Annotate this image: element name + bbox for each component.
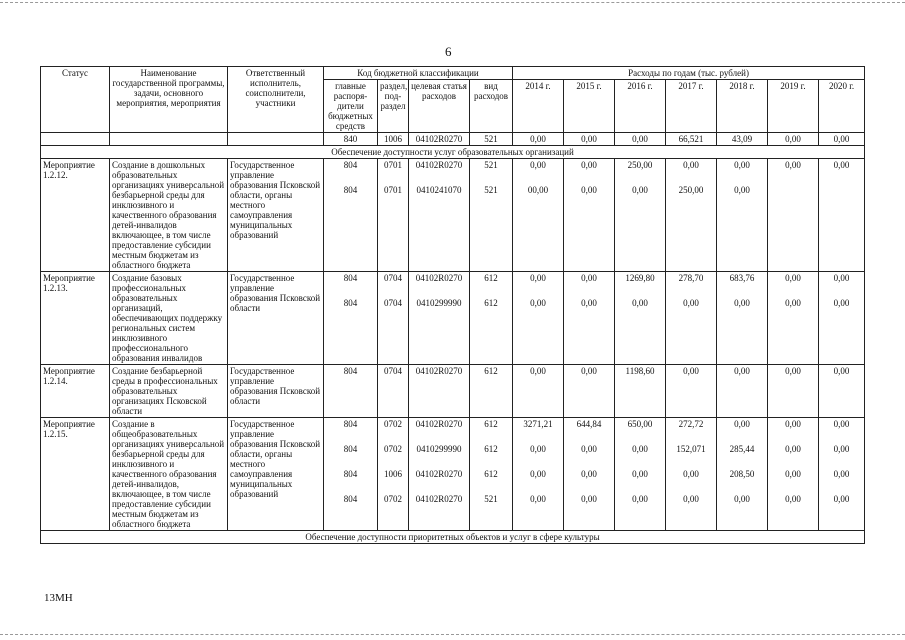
value-cell: 1006: [384, 469, 402, 479]
value-cell: 0704: [384, 366, 402, 376]
value-cell: 04102R0270: [415, 469, 463, 479]
value-column: [666, 272, 717, 365]
value-cell: 3271,21: [523, 419, 553, 429]
value-cell: 521: [484, 494, 498, 504]
value-column: [470, 418, 513, 531]
value-cell: 804: [343, 185, 358, 195]
value-cell: 04102R0270: [415, 160, 463, 170]
value-cell: 0,00: [785, 298, 801, 308]
value-column: [378, 159, 409, 272]
header-section: раздел, под-раздел: [378, 80, 409, 133]
value-column: [666, 365, 717, 418]
value-cell: 1198,60: [625, 366, 655, 376]
value-column: [409, 365, 470, 418]
section-row: [41, 531, 865, 544]
value-column: [409, 159, 470, 272]
value-cell: 0,00: [530, 273, 546, 283]
measures-body: [41, 159, 865, 531]
value-cell: 612: [484, 298, 498, 308]
value-column: [819, 418, 865, 531]
value-cell: 0,00: [530, 494, 546, 504]
measure-status: Мероприятие 1.2.14.: [41, 365, 110, 418]
value-cell: 0410299990: [416, 444, 462, 454]
value-column: [768, 272, 819, 365]
value-cell: 0,00: [833, 298, 850, 308]
value-cell: 804: [343, 160, 358, 170]
value-cell: 804: [343, 494, 358, 504]
cell: 0,00: [768, 133, 819, 146]
value-cell: 285,44: [729, 444, 755, 454]
measure-name: Создание в дошкольных образовательных организациях универсальной безбарьерной среды для инклюзивного и качественного образования детей-инвалидов включающее, в том числе предоставление субсидии местным бюджетам из областного бюджета: [110, 159, 228, 272]
value-cell: 612: [484, 419, 498, 429]
value-column: [615, 365, 666, 418]
value-cell: 0,00: [785, 273, 801, 283]
measure-responsible: Государственное управление образования Псковской области, органы местного самоуправления муниципальных образований: [228, 418, 324, 531]
header-year: 2014 г.: [513, 80, 564, 133]
value-cell: 0,00: [833, 494, 850, 504]
value-column: [409, 418, 470, 531]
value-column: [717, 418, 768, 531]
value-cell: 0,00: [734, 366, 750, 376]
value-column: [564, 272, 615, 365]
value-cell: 683,76: [729, 273, 755, 283]
value-column: [513, 418, 564, 531]
value-cell: 0701: [384, 185, 402, 195]
value-cell: 0,00: [785, 419, 801, 429]
value-cell: 0,00: [530, 366, 546, 376]
measure-status: Мероприятие 1.2.13.: [41, 272, 110, 365]
header-year: 2020 г.: [819, 80, 865, 133]
cell: 0,00: [819, 133, 865, 146]
footer-code: 13МН: [44, 592, 73, 604]
value-cell: 04102R0270: [415, 273, 463, 283]
value-cell: 0,00: [833, 366, 850, 376]
value-cell: 804: [343, 298, 358, 308]
measure-responsible: Государственное управление образования Псковской области: [228, 365, 324, 418]
header-row-1: [41, 67, 865, 80]
carry-over-row: [41, 133, 865, 146]
value-cell: 612: [484, 469, 498, 479]
cell: 0,00: [513, 133, 564, 146]
cell: 66,521: [666, 133, 717, 146]
header-responsible: Ответственный исполнитель, соисполнители, участники: [228, 67, 324, 133]
value-cell: 0,00: [530, 160, 546, 170]
value-cell: 0,00: [734, 419, 750, 429]
value-cell: 0,00: [632, 494, 648, 504]
cell: [228, 133, 324, 146]
value-cell: 0702: [384, 494, 402, 504]
value-cell: [770, 185, 816, 198]
value-column: [378, 365, 409, 418]
measure-row: [41, 159, 865, 272]
value-cell: 0,00: [581, 185, 597, 195]
value-column: [819, 272, 865, 365]
value-cell: 250,00: [678, 185, 704, 195]
value-cell: 0,00: [632, 298, 648, 308]
header-name: Наименование государственной программы, задачи, основного мероприятия, мероприятия: [110, 67, 228, 133]
value-column: [513, 159, 564, 272]
header-year: 2015 г.: [564, 80, 615, 133]
value-cell: 0,00: [785, 366, 801, 376]
header-grbs: главные распоря-дители бюджетных средств: [324, 80, 378, 133]
value-column: [324, 272, 378, 365]
value-cell: 0,00: [683, 298, 699, 308]
value-cell: 0,00: [833, 160, 850, 170]
value-cell: 0,00: [683, 160, 699, 170]
value-cell: 0704: [384, 273, 402, 283]
cell: 0,00: [615, 133, 666, 146]
header-year: 2017 г.: [666, 80, 717, 133]
value-column: [768, 159, 819, 272]
value-cell: 0,00: [581, 494, 597, 504]
value-cell: 0,00: [833, 419, 850, 429]
cell: 521: [470, 133, 513, 146]
value-cell: 0,00: [734, 185, 750, 195]
measure-row: [41, 418, 865, 531]
scan-top-edge: [0, 2, 905, 3]
value-column: [378, 272, 409, 365]
value-cell: 04102R0270: [415, 366, 463, 376]
measure-row: [41, 365, 865, 418]
page-number: 6: [445, 44, 452, 59]
value-column: [324, 365, 378, 418]
value-column: [378, 418, 409, 531]
scan-bottom-edge: [0, 634, 905, 635]
cell: 1006: [378, 133, 409, 146]
value-column: [717, 272, 768, 365]
value-cell: 0,00: [734, 160, 750, 170]
value-cell: 0,00: [683, 494, 699, 504]
header-target: целевая статья расходов: [409, 80, 470, 133]
cell: 43,09: [717, 133, 768, 146]
value-cell: 208,50: [729, 469, 755, 479]
cell: 04102R0270: [409, 133, 470, 146]
section-title: Обеспечение доступности услуг образовательных организаций: [41, 146, 865, 159]
value-cell: 0410299990: [416, 298, 462, 308]
value-cell: 0,00: [833, 273, 850, 283]
value-column: [324, 418, 378, 531]
value-cell: [821, 185, 862, 198]
value-cell: 0,00: [833, 444, 850, 454]
value-cell: 00,00: [527, 185, 549, 195]
header-year: 2019 г.: [768, 80, 819, 133]
value-column: [768, 418, 819, 531]
header-kind: вид расходов: [470, 80, 513, 133]
value-cell: 0704: [384, 298, 402, 308]
value-column: [768, 365, 819, 418]
value-column: [470, 272, 513, 365]
value-cell: 612: [484, 273, 498, 283]
header-status: Статус: [41, 67, 110, 133]
value-cell: 0410241070: [416, 185, 462, 195]
section-row: [41, 146, 865, 159]
value-cell: 0,00: [683, 366, 699, 376]
value-cell: 0701: [384, 160, 402, 170]
measure-row: [41, 272, 865, 365]
value-cell: 644,84: [576, 419, 602, 429]
value-column: [615, 272, 666, 365]
value-cell: 1269,80: [625, 273, 655, 283]
measure-status: Мероприятие 1.2.15.: [41, 418, 110, 531]
value-cell: 152,071: [676, 444, 706, 454]
value-cell: 0,00: [785, 469, 801, 479]
value-column: [717, 159, 768, 272]
value-column: [409, 272, 470, 365]
value-cell: 0,00: [632, 469, 648, 479]
measure-responsible: Государственное управление образования Псковской области, органы местного самоуправления муниципальных образований: [228, 159, 324, 272]
header-expenses: Расходы по годам (тыс. рублей): [513, 67, 865, 80]
section-title: Обеспечение доступности приоритетных объектов и услуг в сфере культуры: [41, 531, 865, 544]
value-column: [470, 365, 513, 418]
value-cell: 278,70: [678, 273, 704, 283]
value-cell: 612: [484, 366, 498, 376]
value-column: [666, 418, 717, 531]
value-column: [615, 418, 666, 531]
cell: 0,00: [564, 133, 615, 146]
value-cell: 650,00: [627, 419, 653, 429]
value-cell: 804: [343, 419, 358, 429]
value-column: [513, 272, 564, 365]
value-cell: 0,00: [581, 444, 597, 454]
value-cell: 521: [484, 185, 498, 195]
value-cell: 0,00: [785, 160, 801, 170]
value-cell: 804: [343, 444, 358, 454]
value-cell: 0,00: [581, 160, 597, 170]
header-year: 2018 г.: [717, 80, 768, 133]
value-cell: 0,00: [581, 273, 597, 283]
value-column: [717, 365, 768, 418]
value-cell: 521: [484, 160, 498, 170]
value-cell: 0,00: [632, 185, 648, 195]
value-cell: 0,00: [683, 469, 699, 479]
value-cell: 0702: [384, 419, 402, 429]
cell: [110, 133, 228, 146]
header-budget-code: Код бюджетной классификации: [324, 67, 513, 80]
value-cell: 804: [343, 469, 358, 479]
value-cell: 272,72: [678, 419, 704, 429]
value-cell: 0,00: [785, 494, 801, 504]
value-column: [513, 365, 564, 418]
cell: [41, 133, 110, 146]
value-cell: 0,00: [734, 494, 750, 504]
cell: 840: [324, 133, 378, 146]
budget-table: [40, 66, 865, 544]
value-cell: 612: [484, 444, 498, 454]
value-cell: 0,00: [785, 444, 801, 454]
value-cell: 0,00: [581, 298, 597, 308]
measure-name: Создание базовых профессиональных образовательных организаций, обеспечивающих поддержку региональных систем инклюзивного профессионального образования инвалидов: [110, 272, 228, 365]
value-cell: 804: [343, 273, 358, 283]
header-year: 2016 г.: [615, 80, 666, 133]
value-cell: 0,00: [530, 469, 546, 479]
value-column: [666, 159, 717, 272]
value-cell: 0,00: [530, 444, 546, 454]
value-column: [470, 159, 513, 272]
measure-name: Создание безбарьерной среды в профессиональных образовательных организациях Псковской области: [110, 365, 228, 418]
value-column: [564, 418, 615, 531]
value-cell: 0,00: [833, 469, 850, 479]
value-cell: 0,00: [530, 298, 546, 308]
value-column: [324, 159, 378, 272]
value-cell: 04102R0270: [415, 494, 463, 504]
measure-status: Мероприятие 1.2.12.: [41, 159, 110, 272]
value-cell: 04102R0270: [415, 419, 463, 429]
value-column: [615, 159, 666, 272]
measure-responsible: Государственное управление образования Псковской области: [228, 272, 324, 365]
value-cell: 0,00: [734, 298, 750, 308]
value-cell: 0,00: [581, 366, 597, 376]
value-column: [819, 365, 865, 418]
value-cell: 0,00: [632, 444, 648, 454]
value-column: [564, 365, 615, 418]
value-column: [564, 159, 615, 272]
value-column: [819, 159, 865, 272]
measure-name: Создание в общеобразовательных организациях универсальной безбарьерной среды для инклюзивного и качественного образования детей-инвалидов, включающее, в том числе предоставление субсидии местным бюджетам из областного бюджета: [110, 418, 228, 531]
value-cell: 0,00: [581, 469, 597, 479]
value-cell: 804: [343, 366, 358, 376]
value-cell: 250,00: [627, 160, 653, 170]
value-cell: 0702: [384, 444, 402, 454]
